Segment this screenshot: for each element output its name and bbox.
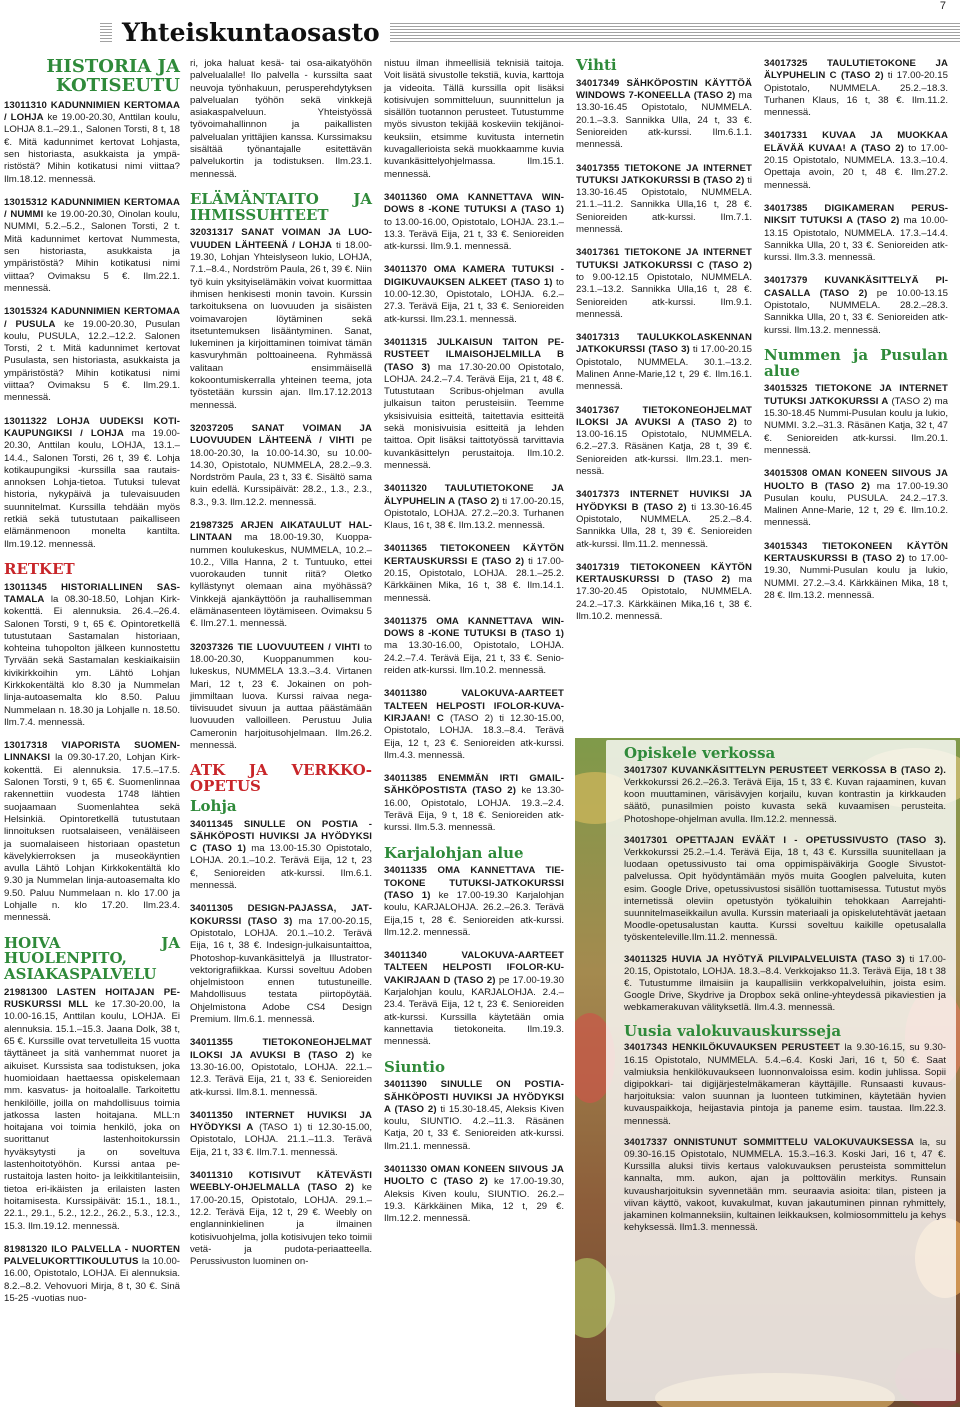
course-entry [190,819,372,893]
course-text: ti 18.00-19.30, Lohjan Yhteislyseon lukio, LOHJA, 7.1.–8.4., Nordström Paula, 26 t, 39 €. Niin työ kuin yksityiselämäkin voivat kuormittaa ihmisen henkisesti monin tavoin. Kurssin tarkoituksena on luovuuden ja sisäisten voimavarojen löytäminen sekä itsetuntemuksen lisääntyminen. Sanat, lukeminen ja kirjoittaminen toimivat tämän kasvuryhmän polttoaineena. Ryhmässä valitaan ensimmäisellä kokoontumiskerralla yhteinen teema, jota työstetään kurssin ajan. Ilm.17.12.2013 mennessä. [190,239,372,411]
course-entry [764,468,948,529]
course-code: 34011390 SINULLE ON POSTIASÄHKÖPOSTI HUVIKSI JA HYÖDYKSI A (TASO 2) [384,1079,564,1115]
course-entry [384,192,564,253]
course-code: 34017361 TIETOKONE JA INTERNET TUTUKSI JATKOKURSSI C (TASO 2) [576,247,752,271]
course-entry [190,423,372,509]
column-5 [764,58,948,613]
course-entry [624,835,946,945]
course-text: to 13.00-16.15 Opistotalo, NUMMELA. 6.2.–27.3. Räsänen Katja, 28 t, 39 €. Senioreiden atk-kurssi. Ilm.23.1. mennessä. [576,416,752,478]
course-text: to 10.00-12.30, Opistotalo, LOHJA. 6.2.–27.3. Terävä Eija, 21 t, 33 €. Senioreiden atk-kurssi. Ilm.23.1. mennessä. [384,276,564,325]
course-code: 34011375 OMA KANNETTAVA WINDOWS 8 -KONE TUTUKSI B (TASO 1) [384,615,564,640]
course-text: ti 17.00-20.15 Opistotalo, NUMMELA. 25.2.–18.3. Turhanen Klaus, 16 t, 38 €. Ilm.11.2. mennessä. [764,70,948,119]
course-entry [384,773,564,834]
course-text: ke 19.00-20.30, Anttilan koulu, LOHJA 8.1.–29.1., Salonen Torsti, 8 t, 18 €. Mitä kadunnimet kertovat Lohjasta, sen historiasta, asukkaista ja ympäristöstä? Mihin kotikatusi nimi viittaa? Ilm.18.12. mennessä. [4,112,180,185]
area-heading-siuntio: Siuntio [384,1057,445,1076]
course-code: 34017367 TIETOKONEOHJELMAT ILOKSI JA AVUKSI A (TASO 2) [576,404,752,428]
course-text: pe 10.00-13.15 Opistotalo, NUMMELA. 28.2.–28.3. Sannikka Ulla, 20 t, 33 €. Senioreiden atk-kurssi. Ilm.13.2. mennessä. [764,287,948,336]
page-header [0,0,960,56]
course-entry [190,903,372,1026]
section-heading-elamantaito: ELÄMÄNTAITO JA IHMISSUHTEET [190,189,372,224]
course-entry [4,416,180,551]
course-code: 21981300 LASTEN HOITAJAN PERUSKURSSI MLL [4,986,180,1011]
course-code: 34017319 TIETOKONEEN KÄYTÖN KERTAUSKURSSI D (TASO 2) [576,561,752,586]
course-text: la 08.30-18.50, Lohjan Kirkkokenttä. Ei alennuksia. 26.4.–26.4. Salonen Torsti, 9 t, 65 €. Opintoretkellä tutustutaan Sastamalan historiaan, kohteina tuhopolton jälkeen kunnostettu Tyrvään sekä Sastamalan keskiaikaisiin kivikirkkoihin ym. Lähtö Lohjan Kirkkokentältä klo 8.30 ja Nummelan linja-autoasemalta klo 8.50. Paluu Nummelaan n. 18.30 ja Lohjalle n. 18.50. Ilm.7.4. mennessä. [4,593,180,728]
course-code: 34011320 TAULUTIETOKONE JA ÄLYPUHELIN A (TASO 2) [384,483,564,507]
course-entry [576,247,752,321]
course-entry [384,543,564,604]
course-code: 34017307 KUVANKÄSITTELYN PERUSTEET VERKOSSA B (TASO 2). [624,764,946,776]
course-code: 34011370 OMA KAMERA TUTUKSI - DIGIKUVAUKSEN ALKEET (TASO 1) [384,264,564,288]
course-text: ti 13.30-16.45 Opistotalo, NUMMELA. 25.2.–8.4. Sannikka Ulla, 28 t, 39 €. Senioreiden atk-kurssi. Ilm.11.2. mennessä. [576,501,752,550]
course-entry [4,306,180,404]
course-code: 34017355 TIETOKONE JA INTERNET TUTUKSI JATKOKURSSI B (TASO 2) [576,162,752,186]
column-4 [576,58,752,634]
course-entry [190,520,372,631]
area-heading-nummi-pusula: Nummen ja Pusulan alue [764,345,948,380]
course-code: 13015324 KADUNNIMIEN KERTOMAA / PUSULA [4,306,180,330]
area-heading-karjalohja: Karjalohjan alue [384,843,524,862]
course-entry [384,264,564,325]
course-code: 34011335 OMA KANNETTAVA TIETOKONE TUTUKSI-JATKOKURSSI (TASO 1) [384,865,564,901]
course-text: la 9.30-16.15, su 9.30-16.15 Opistotalo, NUMMELA. 5.4.–6.4. Koski Jari, 16 t, 50 €. Saat valmiuksia henkilökuvaukseen luonnonvaloissa esim. kodin juhlissa. Sopii digipokkari- tai digijärjestelmäkameran käyttäjille. Runsaasti kuvausharjoituksia: valon suunnan ja luonteen tutkiminen, käytetään hyvien kuvauspaikkoja, heijastavia pintoja ja paneme esim. taustaa. Ilm.22.3. mennessä. [624,1042,946,1127]
course-entry [764,130,948,191]
course-text: ma 17.00-20.15, Opistotalo, LOHJA. 20.1.–10.2. Terävä Eija, 16 t, 38 €. Indesign-julkaisuntaittoa, Photoshop-kuvankäsittelyä ja Illustrator-vektorigrafiikkaa. Kurssi soveltuu Adoben ohjelmistoon ennen tutustuneille. Mahdollisuus testata piirtopöytää. Ohjelmistona Adobe CS4 Design Premium. Ilm.6.1. mennessä. [190,915,372,1026]
course-code: 34011310 KOTISIVUT KÄTEVÄSTI WEEBLY-OHJELMALLA (TASO 2) [190,1170,372,1194]
course-code: 34011315 JULKAISUN TAITON PERUSTEET ILMAISOHJELMILLA B (TASO 3) [384,336,564,373]
course-text: Verkkokurssi 26.2.–26.3. Terävä Eija, 15 t, 33 €. Kuvan rajaaminen, kuvan koon muuttaminen, värisävyjen korjailu, kuvan kontrastin ja kirkkauden säätö, punasilmien poisto kuvasta sekä kuvaamisen perusteita. Photoshope-ohjelman avulla. Ilm.12.2. mennessä. [624,776,946,825]
course-entry [384,483,564,532]
course-text: ke 19.00-20.30, Oinolan koulu, NUMMI, 5.2.–5.2., Salonen Torsti, 2 t. Mitä kadunnimet kertovat Nummesta, sen historiasta, asukkaista ja ympäristöstä? Mihin kotikatusi nimi viittaa? Ovimaksu 5 €. Ilm.22.1. mennessä. [4,209,180,294]
course-code: 81981320 ILO PALVELLA - NUORTEN PALVELUKORTTIKOULUTUS [4,1243,180,1268]
course-code: 34017373 INTERNET HUVIKSI JA HYÖDYKSI B (TASO 2) [576,489,752,513]
course-code: 13011322 LOHJA UUDEKSI KOTIKAUPUNGIKSI / LOHJA [4,415,180,439]
course-code: 34017349 SÄHKÖPOSTIN KÄYTTÖÄ WINDOWS 7-KONEELLA (TASO 2) [576,77,752,102]
column-2 [190,58,372,1279]
course-entry [764,383,948,457]
course-entry [764,58,948,119]
course-code: 34015308 OMAN KONEEN SIIVOUS JA HUOLTO B (TASO 2) [764,468,948,492]
course-code: 32037205 SANAT VOIMAN JA LUOVUUDEN LÄHTEENÄ / VIHTI [190,422,372,447]
course-entry [576,163,752,237]
course-entry [624,954,946,1015]
section-heading-historia: HISTORIA JA KOTISEUTU [46,56,180,96]
course-code: 34011305 DESIGN-PAJASSA, JATKOKURSSI (TASO 3) [190,903,372,927]
course-code: 34011380 VALOKUVA-AARTEET TALTEEN HELPOSTI IFOLOR-KUVAKIRJAAN! C [384,688,564,724]
course-entry [764,541,948,602]
course-text: ke 13.30-16.00, Opistotalo, LOHJA. 19.3.–2.4. Terävä Eija, 9 t, 18 €. Senioreiden atk-kurssi. Ilm.5.3. mennessä. [384,785,564,834]
course-text: ke 17.00-20.15, Opistotalo, LOHJA. 29.1.–12.2. Terävä Eija, 12 t, 29 €. Weebly on englanninkielinen ja ilmainen kotisivuohjelma, jolla kotisivujen teko toimii vetä- ja pudota-periaatteella. Perussivuston luominen on- [190,1182,372,1268]
course-entry [624,1042,946,1127]
course-text: ma 18.00-19.30, Kuoppanummen koulukeskus, NUMMELA, 10.2.–10.2., Villa Hanna, 2 t. Tuntuuko, ettei vuorokauden tunnit riitä? Oletko kyllästynyt olemaan aina myöhässä? Vinkkejä ajankäyttöön ja rauhallisemman elämänasenteen löytämiseen. Ovimaksu 5 €. Ilm.27.1. mennessä. [190,532,372,630]
course-text: (TASO 2) ti 12.30-15.00, Opistotalo, LOHJA. 18.3.–8.4. Terävä Eija, 12 t, 23 €. Senioreiden atk-kurssi. Ilm.4.3. mennessä. [384,712,565,761]
course-entry [384,950,564,1048]
course-entry [4,100,180,186]
course-entry [4,197,180,295]
page-number: 7 [939,0,946,12]
course-text: ma 13.30-16.00, Opistotalo, LOHJA. 24.2.–7.4. Terävä Eija, 21 t, 33 €. Senioreiden atk-kurssi. Ilm.10.2. mennessä. [384,640,564,677]
course-entry [190,1170,372,1268]
area-heading-lohja: Lohja [190,796,237,815]
course-entry [190,1037,372,1098]
page-title: Yhteiskuntaosasto [112,18,390,47]
course-code: 34017325 TAULUTIETOKONE JA ÄLYPUHELIN C (TASO 2) [764,58,948,82]
section-heading-valokuvaus: Uusia valokuvauskursseja [624,1021,842,1040]
course-text: ma 13.00-15.30 Opistotalo, LOHJA. 20.1.–10.2. Terävä Eija, 12 t, 23 €, Senioreiden atk-kurssi. Ilm.6.1. mennessä. [190,843,373,892]
course-code: 34015325 TIETOKONE JA INTERNET TUTUKSI JATKOKURSSI A [764,383,948,407]
course-entry [576,405,752,479]
course-text: ma 17.00-19.30 Pusulan koulu, PUSULA. 24.2.–17.3. Malinen Anne-Marie, 12 t, 29 €. Ilm.10.2. mennessä. [764,480,949,529]
course-code: 34017343 HENKILÖKUVAUKSEN PERUSTEET [624,1042,840,1054]
course-text: la 09.30-17.20, Lohjan Kirkkokenttä. Ei alennuksia. 17.5.–17.5. Salonen Torsti, 9 t, 65 €. Suomenlinnaa rakennettiin vuodesta 1748 lähtien suojaamaan Suomenlahtea sekä Helsinkiä. Opintoretkellä tutustutaan linnoituksen ruotsalaiseen, venäläiseen ja suomalaiseen historiaan opastetun kävelykierroksen ja museokäyntien avulla Lähtö Lohjan Kirkkokentältä klo 9.30 ja Nummelan linja-autoasemalta klo 9.50. Paluu Nummelaan n. klo 17.00 ja Lohjalle n. klo 17.20. Ilm.23.4. mennessä. [4,752,181,924]
course-code: 34011345 SINULLE ON POSTIA - SÄHKÖPOSTI HUVIKSI JA HYÖDYKSI C (TASO 1) [190,818,372,855]
course-continuation: ri, joka haluat kesä- tai osa-aikatyöhön palvelualalle! Ilo palvella - kurssilta saat neuvoja työnhakuun, perusperehdytyksen palvelualan työhön sekä vinkkejä asiakaspalveluun. Yhteistyössä työvoimahallinnon ja paikallisten palvelualan yrittäjien kanssa. Kurssimaksu sisältää työnantajalle esitettävän palvelukortin ja todistuksen. Ilm.23.1. mennessä. [190,58,372,180]
course-text: to 18.00-20.30, Kuoppanummen koulukeskus, NUMMELA 13.3.–3.4. Virtanen Mari, 12 t, 23 €. Jokainen on pohjimmiltaan luova. Kurssi raivaa negatiivisuudet sivuun ja auttaa päästämään luovuuden valloilleen. Perustuu Julia Cameronin harjoitusohjelmaan. Ilm.26.2. mennessä. [190,641,372,752]
course-code: 34017337 ONNISTUNUT SOMMITTELU VALOKUVAUKSESSA [624,1136,914,1148]
column-3 [384,58,564,1237]
course-entry [190,642,372,753]
course-code: 34011360 OMA KANNETTAVA WINDOWS 8 -KONE TUTUKSI A (TASO 1) [384,191,564,216]
course-code: 32037326 TIE LUOVUUTEEN / VIHTI [190,641,360,653]
section-heading-hoiva: HOIVA JA HUOLENPITO, ASIAKASPALVELU [4,933,180,984]
course-code: 13011345 HISTORIALLINEN SASTAMALA [4,581,180,605]
course-text: (TASO 1) ti 12.30-15.00, Opistotalo, LOHJA. 21.1.–11.3. Terävä Eija, 21 t, 33 €. Ilm.7.1. mennessä. [190,1122,372,1158]
course-entry [4,740,180,924]
course-code: 34017331 KUVAA JA MUOKKAA ELÄVÄÄ KUVAA! A (TASO 2) [764,130,948,154]
course-text: ti 15.30-18.45, Aleksis Kiven koulu, SIUNTIO. 4.2.–11.3. Räsänen Katja, 20 t, 33 €. Senioreiden atk-kurssi. Ilm.21.1. mennessä. [384,1103,564,1152]
course-text: ti 13.30-16.45 Opistotalo, NUMMELA. 21.1.–11.2. Sannikka Ulla,16 t, 28 €. Senioreiden atk-kurssi. Ilm.7.1. mennessä. [576,174,752,236]
course-entry [384,688,564,762]
course-text: ke 17.30-20.00, la 10.00-16.15, Anttilan koulu, LOHJA. Ei alennuksia. 15.1.–15.3. Jaana Dolk, 38 t, 65 €. Kurssille ovat tervetulleita 15 vuotta täyttäneet ja sitä vanhemmat nuoret ja aikuiset. Kurssista saa todistuksen, joka huomioidaan haettaessa opiskelemaan mm. kasvatus- ja hoitoalalle. Tarkoitettu henkilöille, joilla on mahdollisuus toimia jatkossa lasten hoitajana. MLL:n hoitajana voi toimia henkilö, joka on suorittanut lastenhoitokurssin hyväksytysti ja on soveltuva lastenhoitotyöhön. Kurssi antaa perustaitoja lasten hoito- ja leikkitilanteisiin, tietoa eri-ikäisten ja erilaisten lasten hoitamisesta. Kurssipäivät: 15.1., 18.1., 22.1., 29.1., 5.2., 12.2., 26.2., 5.3., 12.3., 15.3. Ilm.19.12. mennessä. [4,999,180,1232]
course-entry [624,1137,946,1235]
course-entry [4,987,180,1233]
course-code: 34011340 VALOKUVA-AARTEET TALTEEN HELPOSTI IFOLOR-KUVAKIRJAAN D (TASO 2) [384,950,564,986]
course-text: ma 17.30-20.00 Opistotalo, LOHJA. 24.2.–7.4. Terävä Eija, 21 t, 48 €. Tutustutaan Scribus-ohjelman avulla julkaisun taiton perusteisiin. Teemme yksisivuisia esitteitä, taitettavia esitteitä sekä monisivuisia esitteitä ja lehden taittoa. Opit lisäksi taittotyössä tarvittavia kuvankäsittelyn perustaitoja. Ilm.10.2. mennessä. [384,361,564,471]
area-heading-vihti: Vihti [576,56,617,74]
course-text: ke 17.00-19.30, Aleksis Kiven koulu, SIUNTIO. 26.2.–19.3. Kärkkäinen Mika, 12 t, 29 €. Ilm.12.2. mennessä. [384,1176,564,1225]
online-courses-panel [606,740,956,1401]
course-entry [190,227,372,411]
section-heading-atk: ATK JA VERKKOOPETUS [190,761,372,796]
section-heading-verkko: Opiskele verkossa [624,744,776,762]
course-text: ti 17.00-20.15, Opistotalo, LOHJA. 28.1.–25.2. Kärkkäinen Mika, 16 t, 38 €. Ilm.14.1. mennessä. [384,555,564,604]
course-entry [576,562,752,623]
course-text: to 17.00-20.15 Opistotalo, NUMMELA. 13.3.–10.4. Opettaja avoin, 20 t, 48 €. Ilm.27.2. mennessä. [764,142,949,191]
course-code: 13017318 VIAPORISTA SUOMENLINNAKSI [4,740,180,764]
course-code: 34011330 OMAN KONEEN SIIVOUS JA HUOLTO C (TASO 2) [384,1164,564,1188]
course-code: 34011355 TIETOKONEOHJELMAT ILOKSI JA AVUKSI B (TASO 2) [190,1037,372,1061]
course-code: 34011350 INTERNET HUVIKSI JA HYÖDYKSI A [190,1109,372,1134]
course-text: la, su 09.30-16.15 Opistotalo, NUMMELA. 15.3.–16.3. Koski Jari, 16 t, 47 €. Kurssilla aluksi tiivis kertaus valokuvauksen perusteista sommittelun kannalta, mm. aukon, ajan ja polttovälin merkitys. Runsain kuvausharjoituksin syvennetään mm. seuraavia asioita: tilan, pisteen ja viivan käyttö, vakoot, kuvakulmat, kuvan jakautuminen pinnan ryhmittely, jakaminen kolmanneksiin, kultainen leikkauksen, kolmiosommittelu ja kehys kehyksessä. Ilm1.3. mennessä. [624,1136,946,1234]
course-entry [384,337,564,472]
course-entry [384,1164,564,1225]
course-code: 13015312 KADUNNIMIEN KERTOMAA / NUMMI [4,196,180,221]
course-entry [4,1244,180,1305]
course-text: pe 18.00-20.30, la 10.00-14.30, su 10.00-14.30, Opistotalo, NUMMELA, 28.2.–9.3. Nordström Paula, 23 t, 33 €. Sisältö sama kuin edellä. Kurssipäivät: 28.2., 1.3., 2.3., 8.3., 9.3. Ilm.12.2. mennessä. [190,435,372,508]
course-code: 34011365 TIETOKONEEN KÄYTÖN KERTAUSKURSSI E (TASO 2) [384,543,564,567]
course-entry [764,203,948,264]
course-text: to 13.00-16.00, Opistotalo, LOHJA. 23.1.–13.3. Terävä Eija, 21 t, 33 €. Senioreiden atk-kurssi. Ilm.9.1. mennessä. [384,216,564,253]
column-1 [4,58,180,1316]
course-text: ma 13.30-16.45 Opistotalo, NUMMELA. 20.1.–3.3. Sannikka Ulla, 24 t, 33 €. Senioreiden atk-kurssi. Ilm.6.1.1. mennessä. [576,90,752,151]
course-text: ti 17.00-20.15 Opistotalo, NUMMELA. 30.1.–13.2. Malinen Anne-Marie,12 t, 29 €. Ilm.16.1. mennessä. [576,344,752,393]
course-text: pe 17.00-19.30 Karjalohjan koulu, KARJALOHJA. 2.4.–23.4. Terävä Eija, 12 t, 23 €. Senioreiden atk-kurssi. Kurssilla käytetään omia kannettavia tietokoneita. Ilm.19.3. mennessä. [384,974,564,1048]
course-text: ke 17.00-19.30 Karjalohjan koulu, KARJALOHJA. 26.2.–26.3. Terävä Eija,15 t, 28 €. Senioreiden atk-kurssi. Ilm.12.2. mennessä. [384,889,564,938]
section-heading-retket: RETKET [4,559,75,578]
course-entry [384,616,564,677]
course-text: ma 17.30-20.45 Opistotalo, NUMMELA. 24.2.–17.3. Kärkkäinen Mika,16 t, 38 €. Ilm.10.2. mennessä. [576,574,752,623]
course-code: 34017313 TAULUKKOLASKENNAN JATKOKURSSI (TASO 3) [576,332,752,356]
course-text: ti 17.00-20.15, Opistotalo, LOHJA. 27.2.–20.3. Turhanen Klaus, 16 t, 38 €. Ilm.13.2. mennessä. [384,495,565,532]
course-entry [190,1110,372,1159]
course-text: Verkkokurssi 25.2.–1.4. Terävä Eija, 18 t, 43 €. Kurssilla suunitellaan ja luodaan opetussivusto tai oma oppimispäiväkirja Google Sivustot-palvelussa. Opit hyödyntämään myös muita Googlen palveluita, kuten esim. Google Drive, opetussivustosi sisällön tuottamisessa. Tutustut myös internetissä oleviin opetustyön työkaluihin tehokkaan Aarrejahtisuunnitelmaseikkailun avulla. Kurssin materiaali ja opiskelutehtävät jaetaan Moodle-opetusalustan kautta. Kurssi soveltuu kaikille opetusalalla työskenteleville.Ilm.11.2. mennessä. [624,846,946,944]
course-code: 34011325 HUVIA JA HYÖTYÄ PILVIPALVELUISTA (TASO 3) [624,953,905,965]
course-text: ke 13.30-16.00, Opistotalo, LOHJA. 22.1.–12.3. Terävä Eija, 21 t, 33 €. Senioreiden atk-kurssi. Ilm.8.1. mennessä. [190,1049,373,1098]
course-entry [576,489,752,550]
course-code: 32031317 SANAT VOIMAN JA LUOVUUDEN LÄHTEENÄ / LOHJA [190,227,372,251]
course-text: ma 19.00-20.30, Anttilan koulu, LOHJA, 13.1.–14.4., Salonen Torsti, 26 t, 39 €. Lohja kotikaupungiksi -kurssilla saa rautaisannoksen Lohja-tietoa. Tutuksi tulevat historia, nykypäivä ja tulevaisuuden suunnitelmat. Kurssilla tehdään myös retkiä sekä tutustutaan paikalliseen elämänmenoon monelta kantilta. Ilm.19.12. mennessä. [4,427,181,550]
course-entry [4,582,180,730]
course-code: 34017385 DIGIKAMERAN PERUSNIKSIT TUTUKSI A (TASO 2) [764,202,948,227]
course-entry [384,1079,564,1153]
course-code: 13011310 KADUNNIMIEN KERTOMAA / LOHJA [4,99,180,124]
course-code: 34011385 ENEMMÄN IRTI GMAILSÄHKÖPOSTISTA (TASO 2) [384,773,564,797]
course-code: 34017379 KUVANKÄSITTELYÄ PICASALLA (TASO 2) [764,275,948,299]
course-text: la 10.00-16.00, Opistotalo, LOHJA. Ei alennuksia. 8.2.–8.2. Vehovuori Mirja, 8 t, 30 €. Sinä 15-25 -vuotias nuo- [4,1256,180,1305]
course-entry [764,275,948,336]
course-entry [624,765,946,826]
course-continuation: nistuu ilman ihmeellisiä teknisiä taitoja. Voit lisätä sivustolle tekstiä, kuvia, karttoja ja videoita. Tällä kurssilla opit lisäksi kotisivujen sommitteluun, suunnittelun ja sisällön tuotannon perusteet. Tutustumme myös sivuston tekijää koskeviin tekijänoikeuksiin, etsimme kuvitusta internetin kuvagallerioista sekä muokkaamme kuvia kuvankäsittelyohjelmassa. Ilm.15.1. mennessä. [384,58,564,180]
course-text: ke 19.00-20.30, Pusulan koulu, PUSULA, 12.2.–12.2. Salonen Torsti, 2 t. Mitä kadunnimet kertovat Pusulasta, sen historiasta, asukkaista ja ympäristöstä? Mihin kotikatusi nimi viittaa? Ovimaksu 5 €. Ilm.29.1. mennessä. [4,318,181,404]
course-text: ma 10.00-13.15 Opistotalo, NUMMELA. 17.3.–14.4. Sannikka Ulla, 20 t, 33 €. Senioreiden atk-kurssi. Ilm.3.3. mennessä. [764,215,948,264]
course-entry [576,78,752,152]
course-code: 21987325 ARJEN AIKATAULUT HALLINTAAN [190,520,372,544]
course-text: to 9.00-12.15 Opistotalo, NUMMELA. 23.1.–13.2. Sannikka Ulla,16 t, 28 €. Senioreiden atk-kurssi. Ilm.9.1. mennessä. [576,271,752,320]
course-entry [384,865,564,939]
course-text: ti 17.00-20.15, Opistotalo, LOHJA. 18.3.–8.4. Verkkojakso 11.3. Terävä Eija, 18 t 38 €. Tutustumme ilmaisiin ja kaupallisiin verkkopalveluihin, joista esim. Google Drive, Skydrive ja Dropbox sekä online-yhteydessä pikaviestien ja webkamerakuvan välityksetlä. Ilm.4.3. mennessä. [624,953,946,1014]
course-code: 34017301 OPETTAJAN EVÄÄT I - OPETUSSIVUSTO (TASO 3). [624,834,946,846]
course-entry [576,332,752,393]
course-text: (TASO 2) ma 15.30-18.45 Nummi-Pusulan koulu ja lukio, NUMMI. 3.2.–31.3. Räsänen Katja, 32 t, 47 €. Senioreiden atk-kurssi. Ilm.20.1. mennessä. [764,395,948,456]
course-code: 34015343 TIETOKONEEN KÄYTÖN KERTAUSKURSSI B (TASO 2) [764,540,948,564]
course-text: to 17.00-19.30, Nummi-Pusulan koulu ja lukio, NUMMI. 27.2.–3.4. Kärkkäinen Mika, 18 t, 28 €. Ilm.13.2. mennessä. [764,553,948,601]
